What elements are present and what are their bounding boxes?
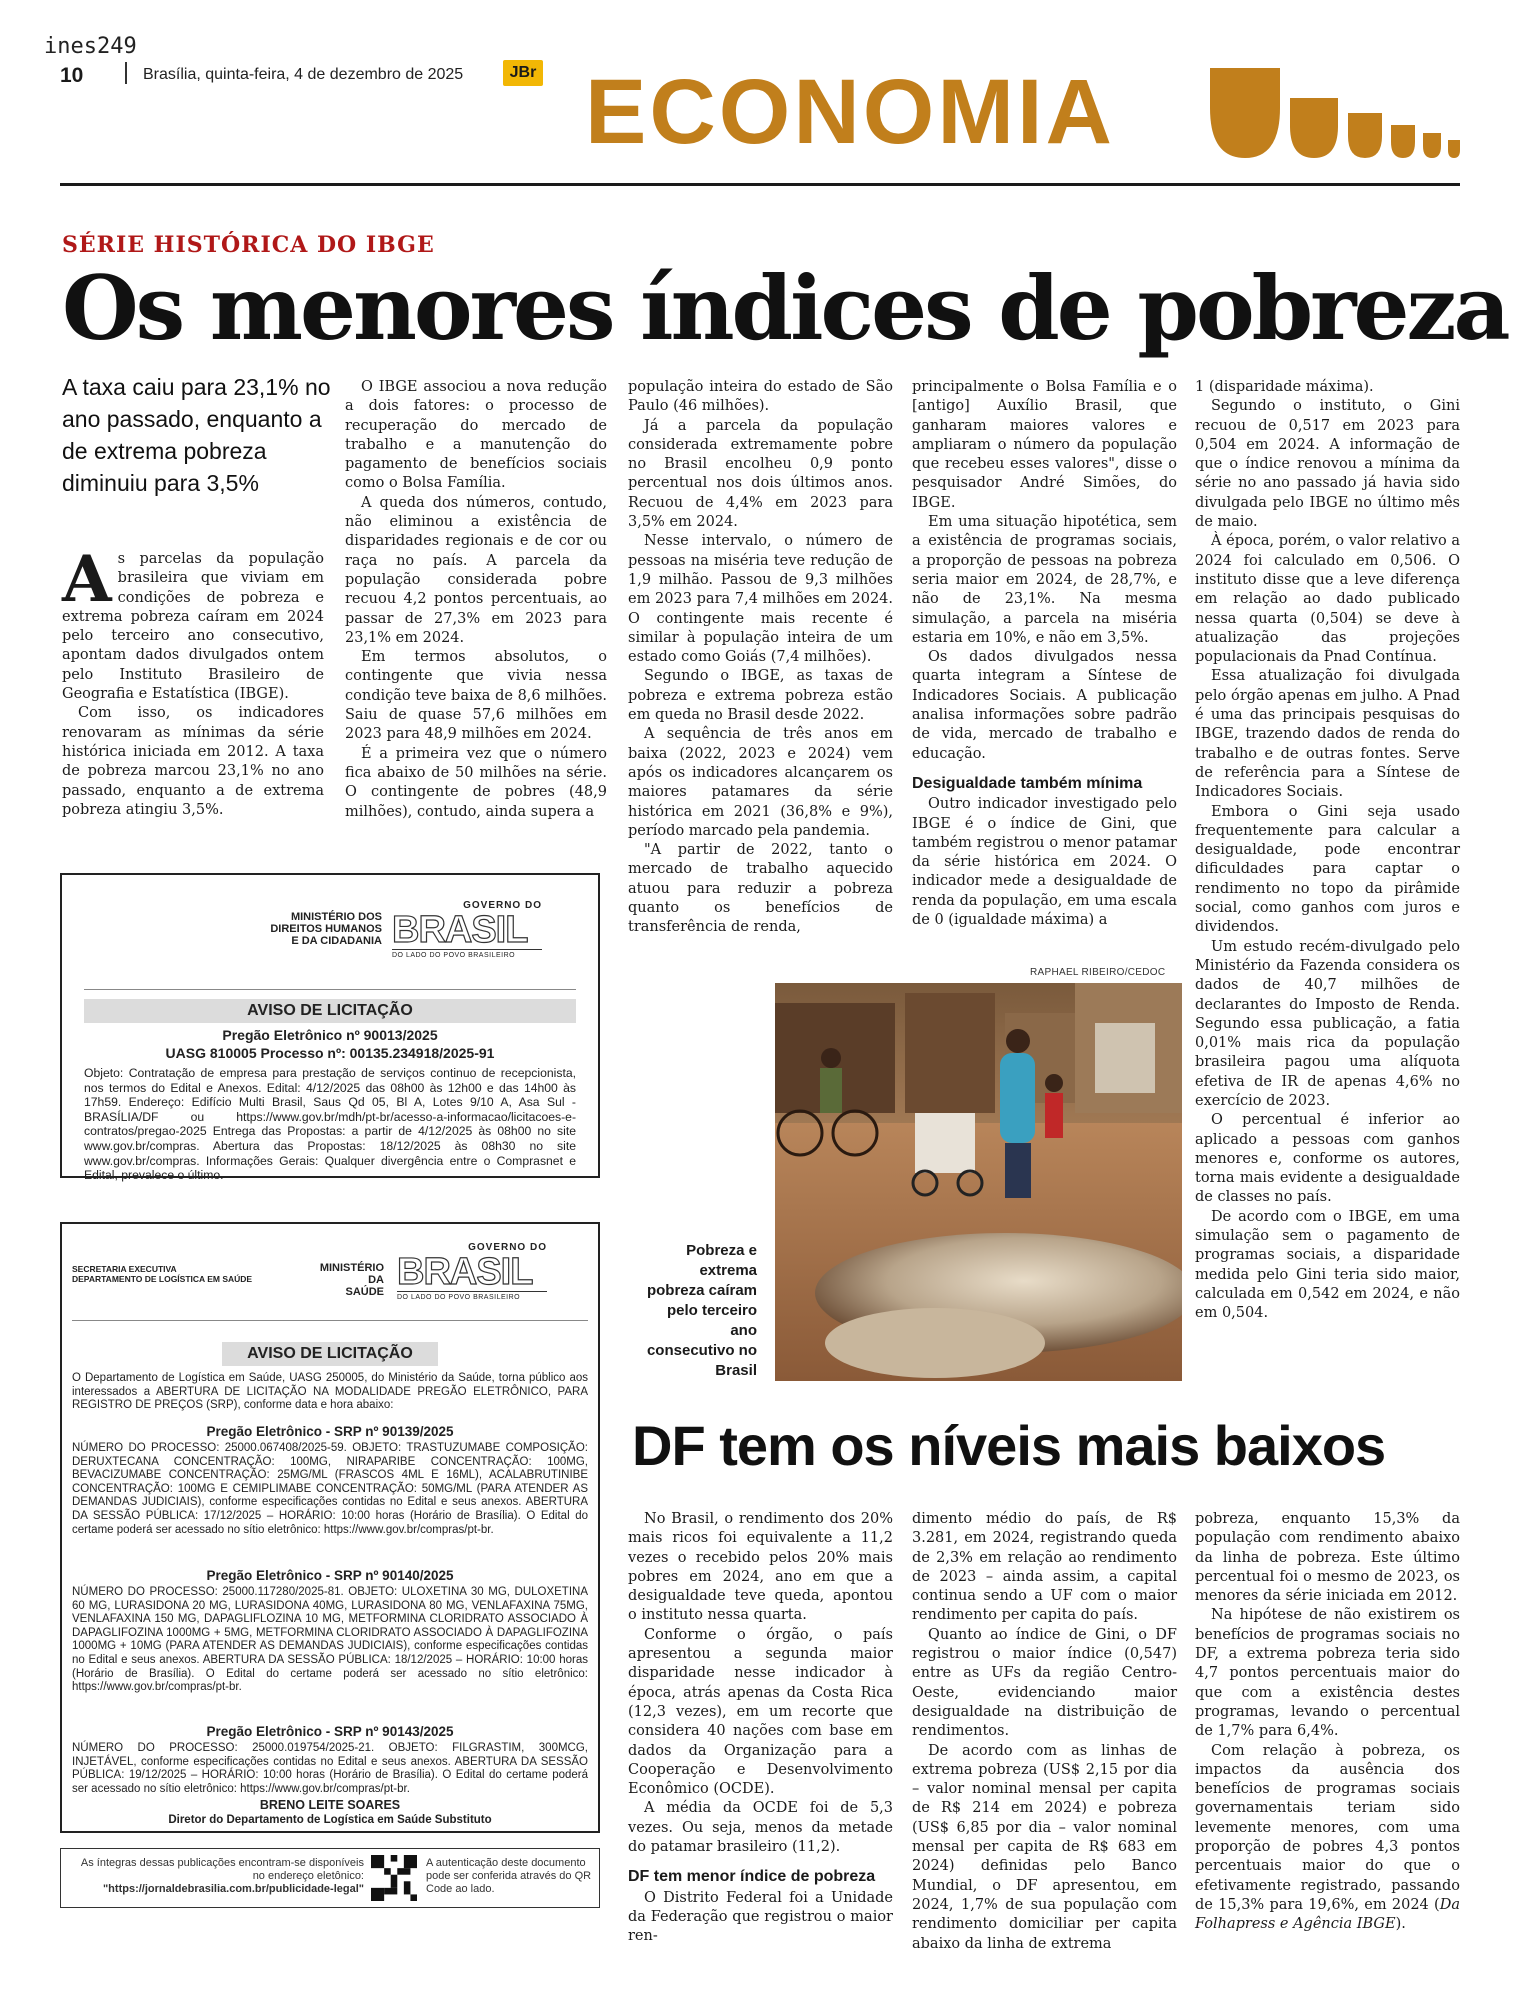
signer-name: BRENO LEITE SOARES xyxy=(259,1798,401,1812)
paragraph: Quanto ao índice de Gini, o DF registrou o maior índice (0,547) entre as UFs da região Centro-Oeste, evidenciando maior desigualdade na distribuição de rendimentos. xyxy=(912,1626,1177,1740)
paragraph: Nesse intervalo, o número de pessoas na miséria teve redução de 1,9 milhão. Passou de 9,3 milhões em 2023 para 7,4 milhões em 2024. O contingente mais recente é similar à população inteira de um estado como Goiás (7,4 milhões). xyxy=(628,533,893,666)
gov-brasil-logo xyxy=(397,1242,547,1306)
legal-footer xyxy=(60,1848,600,1908)
notice-body: NÚMERO DO PROCESSO: 25000.019754/2025-21. OBJETO: FILGRASTIM, 300MCG, INJETÁVEL, conforme especificações contidas no Edital e seus anexos. ABERTURA DA SESSÃO PÚBLICA: 19/12/2025 – HORÁRIO: 10:00 horas (Horário de Brasília). O Edital do certame poderá ser acessado no sítio eletrônico: https://www.gov.br/compras/pt-br. xyxy=(72,1742,588,1795)
paragraph: Embora o Gini seja usado frequentemente para calcular a desigualdade, pode encontrar dificuldades para captar o rendimento no topo da pirâmide social, como ganhos com juros e dividendos. xyxy=(1195,803,1460,936)
paragraph: O percentual é inferior ao aplicado a pessoas com ganhos menores e, conforme os autores, torna mais evidente a desigualdade de classes no país. xyxy=(1195,1112,1460,1206)
photo-caption: Pobreza e extrema pobreza caíram pelo terceiro ano consecutivo no Brasil xyxy=(646,1242,757,1379)
subheading: Desigualdade também mínima xyxy=(912,774,1143,792)
gov-brasil-logo xyxy=(392,900,542,964)
department-name: SECRETARIA EXECUTIVA DEPARTAMENTO DE LOGÍSTICA EM SAÚDE xyxy=(72,1264,253,1284)
article-column-3 xyxy=(628,378,893,938)
page-separator xyxy=(125,62,127,84)
paragraph: dimento médio do país, de R$ 3.281, em 2024, registrando queda de 2,3% em relação ao rendimento de 2023 – ainda assim, a capital continua sendo a UF com o maior rendimento per capita do país. xyxy=(912,1511,1177,1624)
notice-title: AVISO DE LICITAÇÃO xyxy=(222,1342,438,1366)
source-credit: Da Folhapress e Agência IBGE xyxy=(1195,1896,1460,1933)
paragraph: Os dados divulgados nessa quarta integram a Síntese de Indicadores Sociais. A publicação analisa informações sobre padrão de vida, mercado de trabalho e educação. xyxy=(912,649,1177,762)
notice-title: AVISO DE LICITAÇÃO xyxy=(84,999,576,1023)
paragraph-text: Com relação à pobreza, os impactos da ausência dos benefícios de programas sociais governamentais teriam sido levemente menores, com uma proporção de pobres 4,3 pontos percentuais maior do que o efetivamente registrado, passando de 15,3% para 19,6%, em 2024 ( xyxy=(1195,1742,1460,1913)
gov-slogan: DO LADO DO POVO BRASILEIRO xyxy=(392,949,542,959)
ministry-name: MINISTÉRIO DOS DIREITOS HUMANOS E DA CIDADANIA xyxy=(270,911,382,947)
notice-subtitle: Pregão Eletrônico - SRP nº 90143/2025 xyxy=(206,1724,454,1739)
notice-body: NÚMERO DO PROCESSO: 25000.117280/2025-81. OBJETO: ULOXETINA 30 MG, DULOXETINA 60 MG, LURASIDONA 20 MG, LURASIDONA 40MG, LURASIDONA 80 MG, VENLAFAXINA 75MG, VENLAFAXINA 150 MG, DAPAGLIFLOZINA 10 MG, METFORMINA CLORIDRATO ASSOCIADO À DAPAGLIFOZINA 1000MG + 5MG, METFORMINA CLORIDRATO ASSOCIADO À DAPAGLIFOZINA 1000MG + 10MG (PARA ATENDER AS DEMANDAS JUDICIAIS), conforme especificações contidas no Edital e seus anexos. ABERTURA DA SESSÃO PÚBLICA: 18/12/2025 – HORÁRIO: 10:00 horas (Horário de Brasília). O Edital do certame poderá ser acessado no sítio eletrônico: https://www.gov.br/compras/pt-br. xyxy=(72,1586,588,1694)
paragraph: Um estudo recém-divulgado pelo Ministério da Fazenda considera os dados de 40,7 milhões de declarantes do Imposto de Renda. Segundo essa publicação, a fatia 0,01% mais rica da população brasileira pagou uma alíquota efetiva de IR de apenas 4,6% no exercício de 2023. xyxy=(1195,938,1460,1109)
legal-notice-1 xyxy=(60,873,600,1183)
notice-line: Pregão Eletrônico nº 90013/2025 xyxy=(222,1027,438,1043)
paragraph: Essa atualização foi divulgada pelo órgão apenas em julho. A Pnad é uma das principais pesquisas do IBGE, trazendo dados de renda do trabalho e de outras fontes. Serve de referência para a Síntese de Indicadores Sociais. xyxy=(1195,668,1460,801)
paragraph: É a primeira vez que o número fica abaixo de 50 milhões na série. O contingente de pobres (48,9 milhões), contudo, ainda supera a xyxy=(345,745,607,820)
footer-left-text: As íntegras dessas publicações encontram-se disponíveis no endereço eletônico: xyxy=(80,1857,364,1882)
paragraph: população inteira do estado de São Paulo (46 milhões). xyxy=(628,379,893,415)
paragraph: Segundo o IBGE, as taxas de pobreza e extrema pobreza estão em queda no Brasil desde 2022. xyxy=(628,668,893,724)
article-column-4 xyxy=(912,378,1177,930)
notice-body: NÚMERO DO PROCESSO: 25000.067408/2025-59. OBJETO: TRASTUZUMABE COMPOSIÇÃO: DERUXTECANA CONCENTRAÇÃO: 100MG, NIRAPARIBE CONCENTRAÇÃO: 100MG, BEVACIZUMABE CONCENTRAÇÃO: 25MG/ML (FRASCOS 4ML E 16ML), ACALABRUTINIBE CONCENTRAÇÃO: 100MG E CEMIPLIMABE CONCENTRAÇÃO: 50MG/ML (PARA ATENDER AS DEMANDAS JUDICIAIS), conforme especificações contidas no Edital e seus anexos. ABERTURA DA SESSÃO PÚBLICA: 17/12/2025 – HORÁRIO: 10:00 horas (Horário de Brasília). O Edital do certame poderá ser acessado no sítio eletrônico: https://www.gov.br/compras/pt-br. xyxy=(72,1442,588,1536)
gov-top: GOVERNO DO xyxy=(468,1242,547,1253)
paragraph xyxy=(1195,1742,1460,1935)
brasil-wordmark: BRASIL xyxy=(397,1251,533,1293)
notice-intro: O Departamento de Logística em Saúde, UASG 250005, do Ministério da Saúde, torna público aos interessados a ABERTURA DE LICITAÇÃO NA MODALIDADE PREGÃO ELETRÔNICO, PARA REGISTRO DE PREÇOS (SRP), conforme data e hora abaixo: xyxy=(72,1372,588,1412)
footer-url[interactable]: "https://jornaldebrasilia.com.br/publicidade-legal" xyxy=(102,1883,364,1895)
page-title: Os menores índices de pobreza xyxy=(62,256,1508,360)
notice-subtitle: Pregão Eletrônico - SRP nº 90139/2025 xyxy=(206,1424,454,1439)
brand-badge: JBr xyxy=(503,60,543,86)
paragraph: À época, porém, o valor relativo a 2024 foi calculado em 0,506. O instituto disse que a leve diferença em relação ao dado publicado nessa quarta (0,504) se deve à atualização das projeções populacionais da Pnad Contínua. xyxy=(1195,533,1460,666)
paragraph: "A partir de 2022, tanto o mercado de trabalho aquecido atuou para reduzir a pobreza quanto os benefícios de transferência de renda, xyxy=(628,842,893,936)
article-photo xyxy=(775,983,1182,1381)
paragraph: Outro indicador investigado pelo IBGE é o índice de Gini, que também registrou o menor patamar da série histórica em 2024. O indicador mede a desigualdade de renda da população, em uma escala de 0 (igualdade máxima) a xyxy=(912,796,1177,929)
paragraph: De acordo com as linhas de extrema pobreza (US$ 2,15 por dia – valor nominal mensal per capita de R$ 214 em 2024) e pobreza (US$ 6,85 por dia – valor nominal mensal per capita de R$ 683 em 2024) definidas pelo Banco Mundial, o DF apresentou, em 2024, 1,7% de sua população com rendimento domiciliar per capita abaixo da linha de extrema xyxy=(912,1742,1177,1952)
kicker: SÉRIE HISTÓRICA DO IBGE xyxy=(62,232,435,258)
divider xyxy=(72,1320,588,1321)
paragraph: A queda dos números, contudo, não eliminou a existência de disparidades regionais e de cor ou raça no país. A parcela da população considerada pobre recuou 4,2 pontos percentuais, ao passar de 27,3% em 2023 para 23,1% em 2024. xyxy=(345,494,607,646)
secondary-headline: DF tem os níveis mais baixos xyxy=(632,1414,1386,1477)
paragraph: 1 (disparidade máxima). xyxy=(1195,379,1374,395)
footer-qr-note: A autenticação deste documento pode ser conferida através do QR Code ao lado. xyxy=(426,1857,592,1895)
gov-top: GOVERNO DO xyxy=(463,900,542,911)
section-logo-icon xyxy=(1210,68,1460,163)
df-column-3 xyxy=(1195,1510,1460,1935)
footer-text xyxy=(69,1857,364,1896)
subheading: DF tem menor índice de pobreza xyxy=(628,1868,876,1886)
paragraph: A média da OCDE foi de 5,3 vezes. Ou seja, menos da metade do patamar brasileiro (11,2). xyxy=(628,1800,893,1856)
paragraph-end: ). xyxy=(1395,1916,1406,1933)
paragraph: principalmente o Bolsa Família e o [antigo] Auxílio Brasil, que ganharam maiores valores e ampliaram o número da população que recebeu esses valores", disse o pesquisador André Simões, do IBGE. xyxy=(912,379,1177,511)
article-column-2 xyxy=(345,378,607,822)
section-title: ECONOMIA xyxy=(585,61,1115,163)
df-column-1 xyxy=(628,1510,893,1947)
article-column-1 xyxy=(62,542,324,820)
df-column-2 xyxy=(912,1510,1177,1954)
qr-code-icon[interactable] xyxy=(371,1855,417,1901)
article-column-5 xyxy=(1195,378,1460,1324)
paragraph: pobreza, enquanto 15,3% da população com rendimento abaixo da linha de pobreza. Este último percentual foi o mesmo de 2023, os menores da série iniciada em 2012. xyxy=(1195,1511,1460,1605)
paragraph: Com isso, os indicadores renovaram as mínimas da série histórica iniciada em 2012. A taxa de pobreza marcou 23,1% no ano passado, enquanto a de extrema pobreza atingiu 3,5%. xyxy=(62,705,324,818)
paragraph: Na hipótese de não existirem os benefícios de programas sociais no DF, a extrema pobreza teria sido 4,7 pontos percentuais maior do que com a existência destes programas, levando o percentual de 1,7% para 6,4%. xyxy=(1195,1607,1460,1740)
divider xyxy=(84,989,576,990)
photo-credit: RAPHAEL RIBEIRO/CEDOC xyxy=(1030,967,1166,978)
brasil-wordmark: BRASIL xyxy=(392,909,528,951)
paragraph: A sequência de três anos em baixa (2022, 2023 e 2024) vem após os indicadores alcançarem os maiores patamares da série histórica em 2021 (36,8% e 9%), período marcado pela pandemia. xyxy=(628,726,893,839)
paragraph: Conforme o órgão, o país apresentou a segunda maior disparidade nesse indicador à época, atrás apenas da Costa Rica (12,3 vezes), em um recorte que considera 40 nações com base em dados da Organização para a Cooperação e Desenvolvimento Econômico (OCDE). xyxy=(628,1626,893,1798)
paragraph: No Brasil, o rendimento dos 20% mais ricos foi equivalente a 11,2 vezes o recebido pelos 20% mais pobres em 2024, ano em que a desigualdade teve queda, apontou o instituto nessa quarta. xyxy=(628,1511,893,1624)
paragraph: s parcelas da população brasileira que viviam em condições de pobreza e extrema pobreza caíram em 2024 pelo terceiro ano consecutivo, apontam dados divulgados ontem pelo Instituto Brasileiro de Geografia e Estatística (IBGE). xyxy=(62,551,324,703)
paragraph: De acordo com o IBGE, em uma simulação sem o pagamento de programas sociais, a disparidade medida pelo Gini teria sido maior, calculada em 0,542 em 2024, e não em 0,504. xyxy=(1195,1208,1460,1322)
dropcap: A xyxy=(62,542,112,617)
paragraph: Em termos absolutos, o contingente que vivia nessa condição teve baixa de 8,6 milhões. Saiu de quase 57,6 milhões em 2023 para 48,9 milhões em 2024. xyxy=(345,649,607,743)
signer-role: Diretor do Departamento de Logística em Saúde Substituto xyxy=(168,1814,492,1826)
notice-subtitle: Pregão Eletrônico - SRP nº 90140/2025 xyxy=(206,1568,454,1583)
dateline: Brasília, quinta-feira, 4 de dezembro de 2025 xyxy=(143,66,464,83)
notice-line: UASG 810005 Processo nº: 00135.234918/2025-91 xyxy=(165,1045,495,1061)
notice-body: Objeto: Contratação de empresa para prestação de serviços continuo de recepcionista, nos termos do Edital e Anexos. Edital: 4/12/2025 das 08h00 às 12h00 e das 14h00 às 17h59. Endereço: Edifício Multi Brasil, Saus Qd 05, Bl A, Lotes 9/10 A, Asa Sul -BRASÍLIA/DF ou https://www.gov.br/mdh/pt-br/acesso-a-informacao/licitacoes-e-contratos/pregao-2025 Entrega das Propostas: a partir de 4/12/2025 às 08h00 no site www.gov.br/compras. Abertura das Propostas: 18/12/2025 às 08h30 no site www.gov.br/compras. Informações Gerais: Qualquer divergência entre o Comprasnet e Edital, prevalece o último. xyxy=(84,1066,576,1183)
user-tag: ines249 xyxy=(44,34,137,59)
paragraph: O Distrito Federal foi a Unidade da Federação que registrou o maior ren- xyxy=(628,1889,893,1945)
paragraph: O IBGE associou a nova redução a dois fatores: o processo de recuperação do mercado de trabalho e a manutenção do pagamento de benefícios sociais como o Bolsa Família. xyxy=(345,379,607,492)
gov-slogan: DO LADO DO POVO BRASILEIRO xyxy=(397,1291,547,1301)
paragraph: Segundo o instituto, o Gini recuou de 0,517 em 2023 para 0,504 em 2024. A informação de que o índice renovou a mínima da série no ano passado já havia sido divulgada pelo IBGE no último mês de maio. xyxy=(1195,398,1460,531)
header-rule xyxy=(60,183,1460,186)
page-number: 10 xyxy=(60,64,84,87)
paragraph: Em uma situação hipotética, sem a existência de programas sociais, a proporção de pessoas na pobreza seria maior em 2024, de 28,7%, e não de 23,1%. Na mesma simulação, a parcela na miséria estaria em 10%, e não em 3,5%. xyxy=(912,514,1177,646)
paragraph: Já a parcela da população considerada extremamente pobre no Brasil encolheu 0,9 ponto percentual nos dois últimos anos. Recuou de 4,4% em 2023 para 3,5% em 2024. xyxy=(628,417,893,531)
article-deck: A taxa caiu para 23,1% no ano passado, enquanto a de extrema pobreza diminuiu para 3,5% xyxy=(62,374,331,496)
legal-notice-2 xyxy=(60,1222,600,1833)
ministry-name: MINISTÉRIO DA SAÚDE xyxy=(319,1262,384,1298)
